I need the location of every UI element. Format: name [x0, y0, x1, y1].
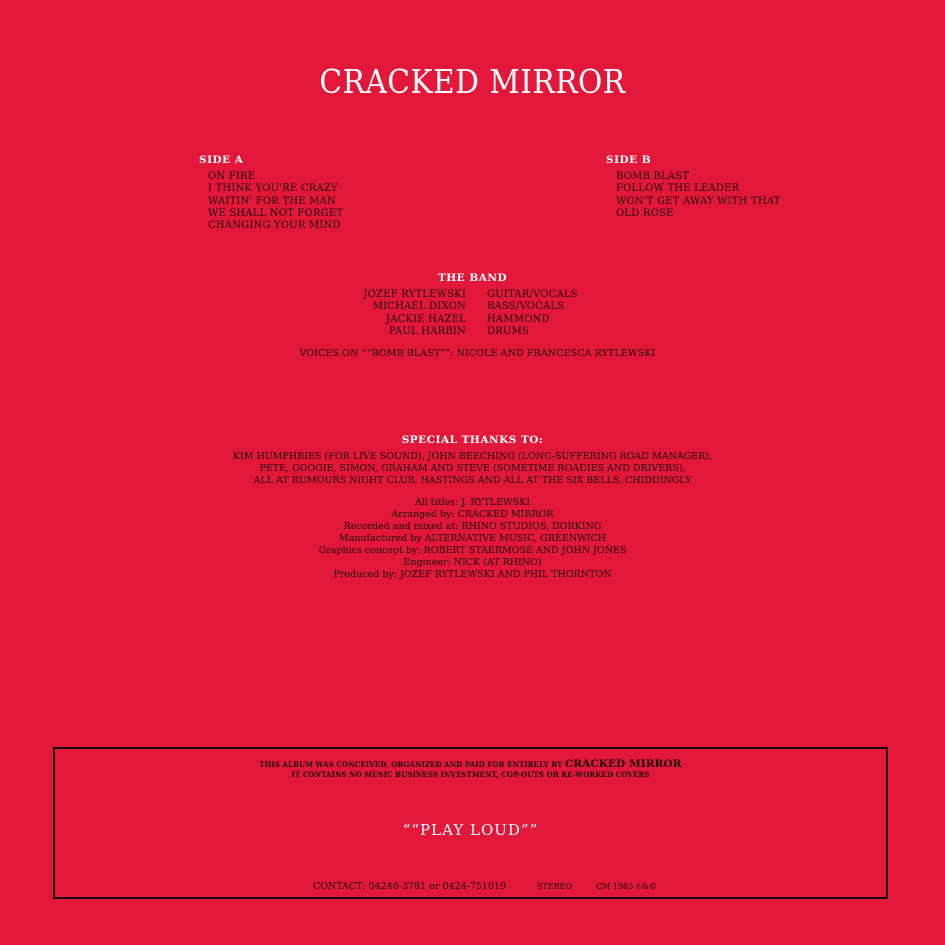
notice-statement	[55, 759, 886, 780]
side-a-tracklist	[208, 171, 343, 232]
side-b-heading: SIDE B	[606, 154, 652, 166]
thanks-list	[0, 451, 945, 488]
member-role: DRUMS	[487, 325, 530, 337]
band-heading: THE BAND	[437, 272, 508, 284]
band-member-names	[300, 289, 466, 338]
track-item: WAITIN' FOR THE MAN	[208, 195, 336, 207]
thanks-line: ALL AT RUMOURS NIGHT CLUB, HASTINGS AND ALL AT THE SIX BELLS, CHIDDINGLY	[253, 475, 692, 487]
stereo-label: STEREO	[537, 882, 573, 891]
track-item: FOLLOW THE LEADER	[616, 183, 740, 195]
member-name: PAUL HARBIN	[389, 325, 466, 337]
member-name: JACKIE HAZEL	[385, 313, 466, 325]
contact-numbers: CONTACT: 04246-3781 or 0424-751019	[313, 881, 507, 892]
track-item: ON FIRE	[208, 171, 256, 182]
play-loud-text: ““PLAY LOUD””	[402, 821, 539, 839]
thanks-line: KIM HUMPHRIES (FOR LIVE SOUND), JOHN BEECHING (LONG-SUFFERING ROAD MANAGER),	[232, 451, 713, 462]
member-role: BASS/VOCALS	[487, 301, 565, 313]
track-item: WE SHALL NOT FORGET	[208, 207, 344, 219]
notice-line-1: THIS ALBUM WAS CONCEIVED, ORGANIZED AND PAID FOR ENTIRELY BY	[259, 760, 563, 769]
member-name: JOZEF RYTLEWSKI	[363, 289, 466, 300]
voices-credit: VOICES ON ““BOMB BLAST””: NICOLE AND FRANCESCA RYTLEWSKI	[299, 348, 656, 359]
member-role: GUITAR/VOCALS	[487, 289, 578, 300]
thanks-heading: SPECIAL THANKS TO:	[401, 434, 544, 446]
album-title: CRACKED MIRROR	[319, 62, 626, 101]
credit-line: Manufactured by ALTERNATIVE MUSIC, GREENWICH	[338, 533, 607, 544]
production-credits	[0, 497, 945, 581]
track-item: OLD ROSE	[616, 207, 674, 219]
band-member-roles	[487, 289, 578, 338]
notice-band-name: CRACKED MIRROR	[564, 758, 682, 770]
track-item: BOMB BLAST	[616, 171, 690, 182]
thanks-line: PETE, GOOGIE, SIMON, GRAHAM AND STEVE (SOMETIME ROADIES AND DRIVERS),	[259, 463, 686, 475]
track-item: CHANGING YOUR MIND	[208, 220, 341, 232]
notice-box	[53, 747, 888, 899]
side-b-tracklist	[616, 171, 781, 220]
track-item: I THINK YOU'RE CRAZY	[208, 183, 338, 195]
notice-line-2: IT CONTAINS NO MUSIC BUSINESS INVESTMENT, COP-OUTS OR RE-WORKED COVERS	[291, 770, 650, 779]
catalog-number: CM 1983 ℗&©	[596, 882, 657, 891]
side-a-heading: SIDE A	[199, 154, 244, 166]
credit-line: Recorded and mixed at: RHINO STUDIOS, DORKING	[343, 521, 602, 532]
track-item: WON'T GET AWAY WITH THAT	[616, 195, 781, 207]
credit-line: Arranged by: CRACKED MIRROR	[391, 509, 554, 520]
credit-line: Produced by: JOZEF RYTLEWSKI AND PHIL THORNTON	[333, 569, 612, 580]
member-name: MICHAEL DIXON	[372, 301, 466, 313]
credit-line: Graphics concept by: ROBERT STAERMOSE AND JOHN JONES	[318, 545, 627, 556]
credit-line: Engineer: NICK (AT RHINO)	[403, 557, 542, 568]
member-role: HAMMOND	[487, 313, 550, 325]
credit-line: All titles: J. RYTLEWSKI	[414, 497, 531, 508]
